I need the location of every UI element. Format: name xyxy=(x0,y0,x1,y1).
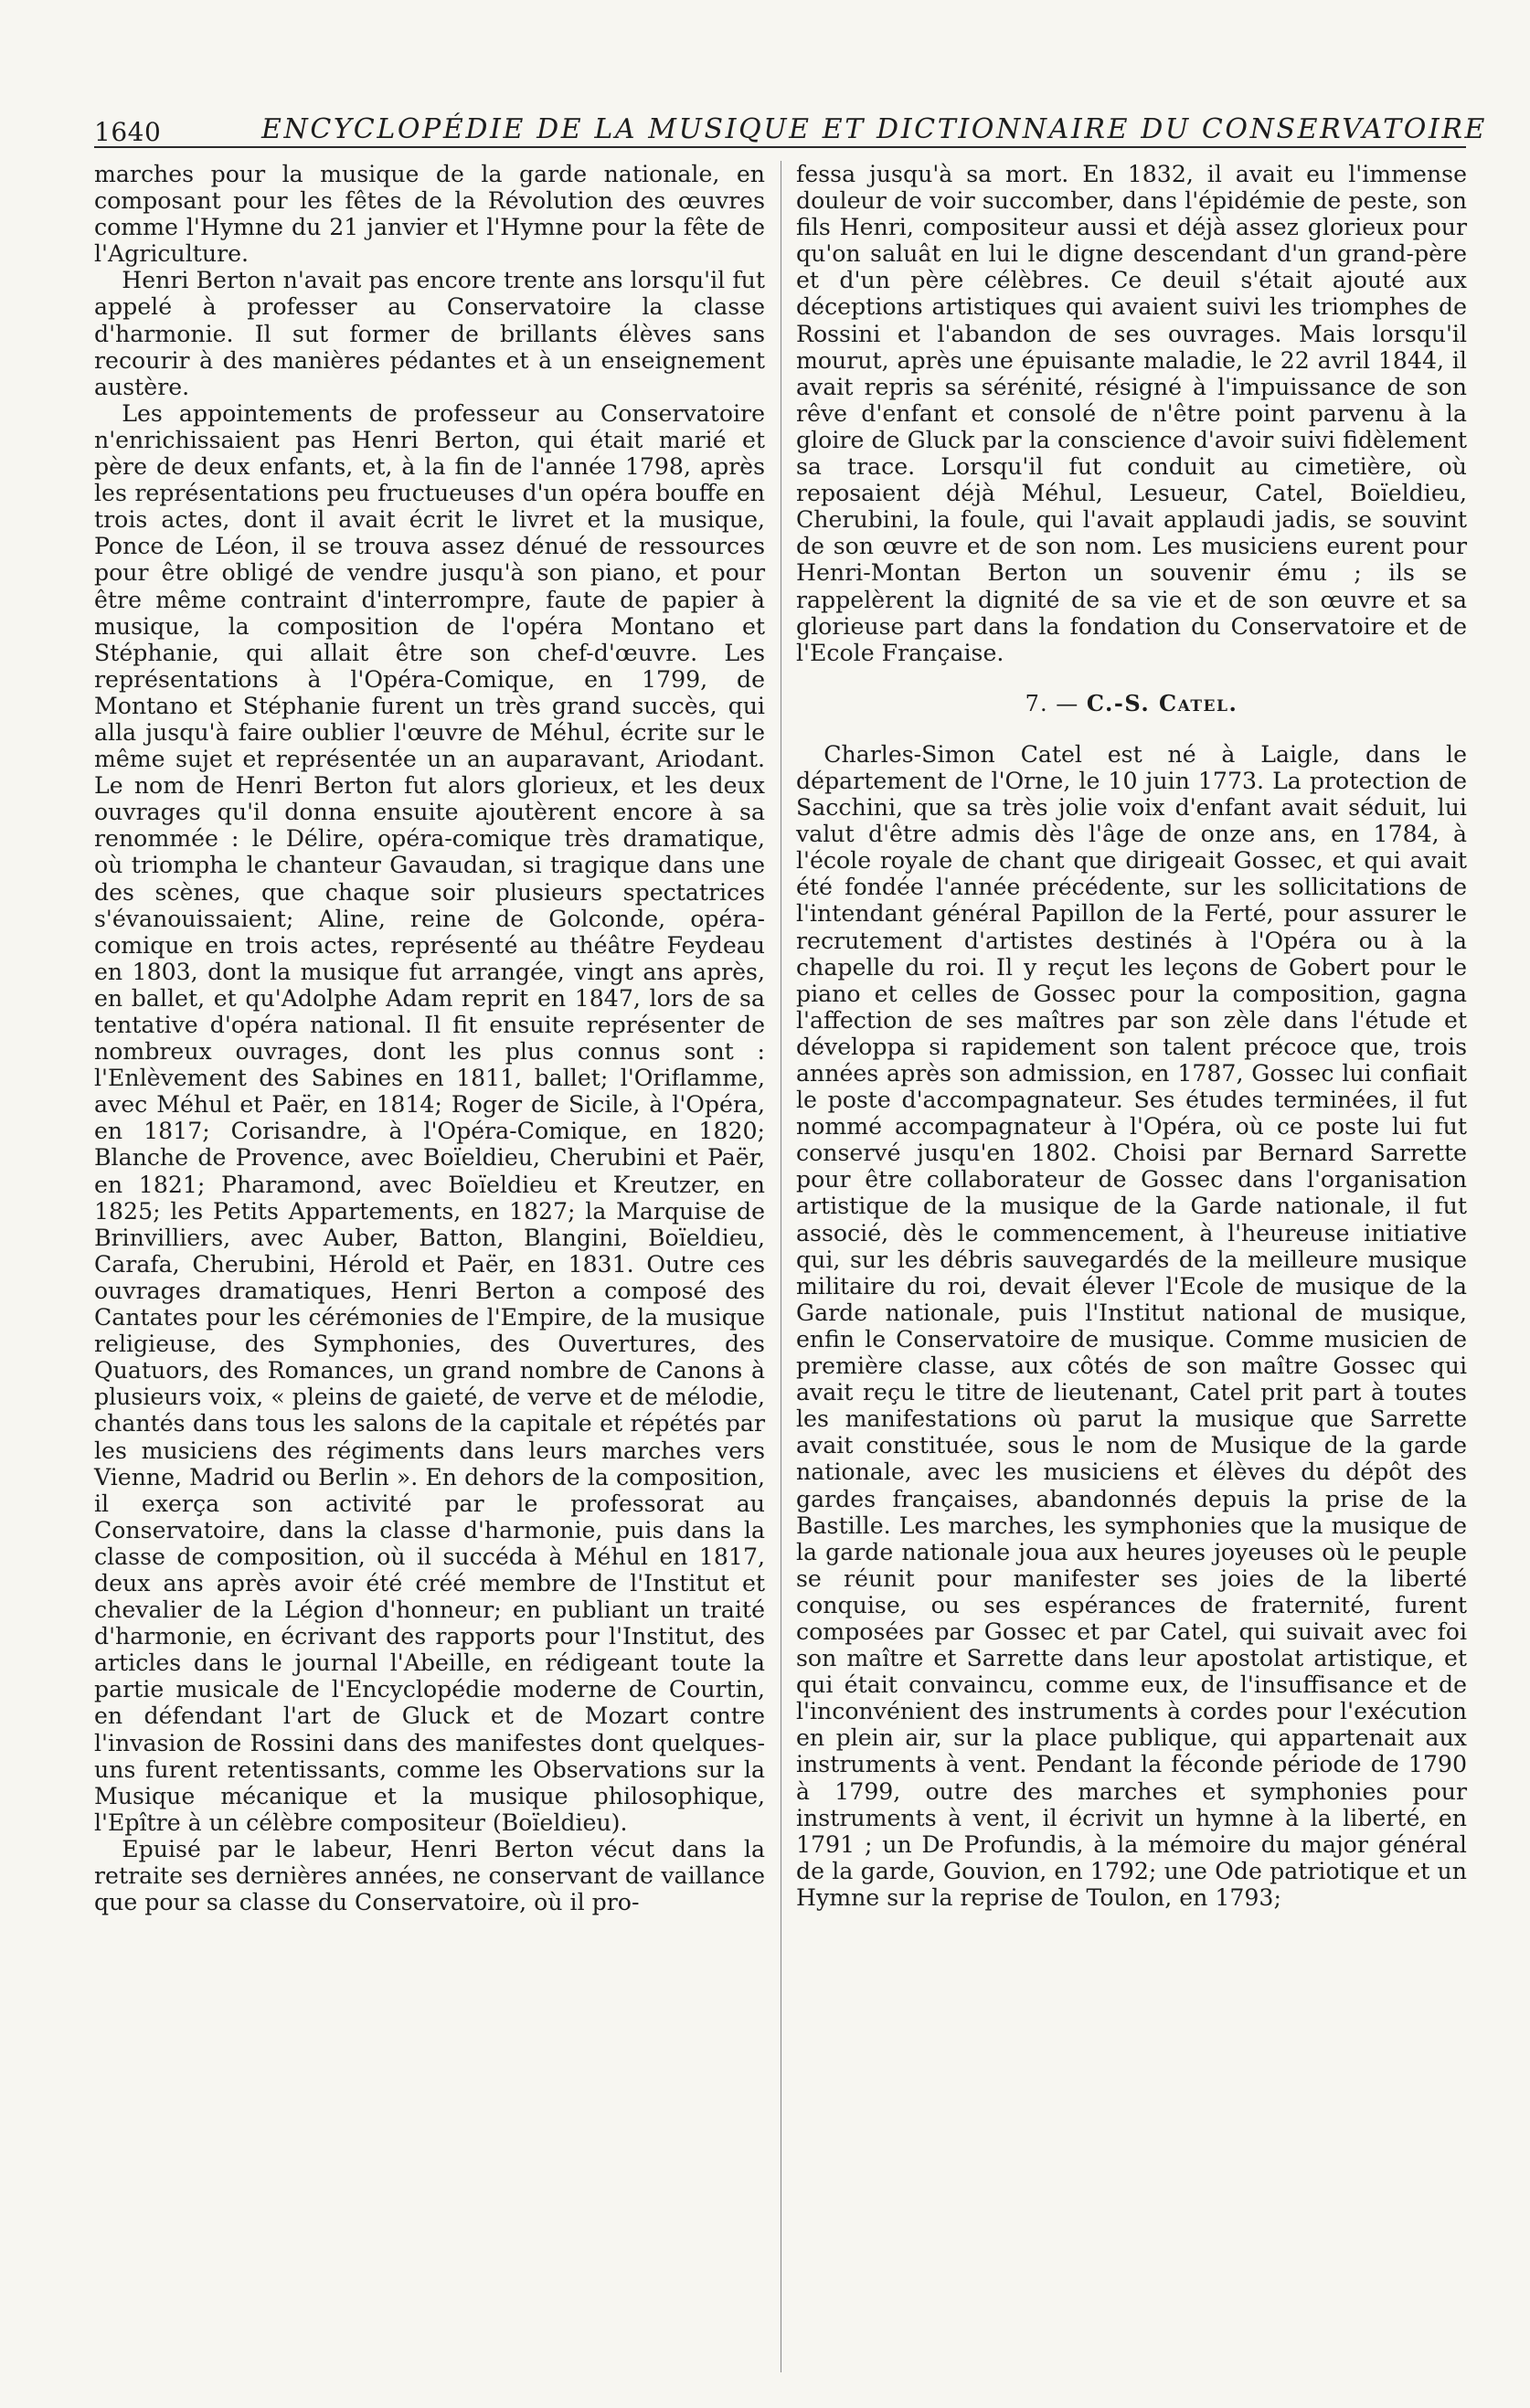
running-title: ENCYCLOPÉDIE DE LA MUSIQUE ET DICTIONNAIRE DU CONSERVATOIRE xyxy=(261,113,1488,145)
page-header xyxy=(94,113,1488,148)
paragraph: Epuisé par le labeur, Henri Berton vécut dans la retraite ses dernières années, ne conservant de vaillance que pour sa classe du Conservatoire, où il pro- xyxy=(94,1835,765,1916)
paragraph: Les appointements de professeur au Conservatoire n'enrichissaient pas Henri Berton, qui était marié et père de deux enfants, et, à la fin de l'année 1798, après les représentations peu fructueuses d'un opéra bouffe en trois actes, dont il avait écrit le livret et la musique, Ponce de Léon, il se trouva assez dénué de ressources pour être obligé de vendre jusqu'à son piano, et pour être même contraint d'interrompre, faute de papier à musique, la composition de l'opéra Montano et Stéphanie, qui allait être son chef-d'œuvre. Les représentations à l'Opéra-Comique, en 1799, de Montano et Stéphanie furent un très grand succès, qui alla jusqu'à faire oublier l'œuvre de Méhul, écrite sur le même sujet et représentée un an auparavant, Ariodant. Le nom de Henri Berton fut alors glorieux, et les deux ouvrages qu'il donna ensuite ajoutèrent encore à sa renommée : le Délire, opéra-comique très dramatique, où triompha le chanteur Gavaudan, si tragique dans une des scènes, que chaque soir plusieurs spectatrices s'évanouissaient; Aline, reine de Golconde, opéra-comique en trois actes, représenté au théâtre Feydeau en 1803, dont la musique fut arrangée, vingt ans après, en ballet, et qu'Adolphe Adam reprit en 1847, lors de sa tentative d'opéra national. Il fit ensuite représenter de nombreux ouvrages, dont les plus connus sont : l'Enlèvement des Sabines en 1811, ballet; l'Oriflamme, avec Méhul et Paër, en 1814; Roger de Sicile, à l'Opéra, en 1817; Corisandre, à l'Opéra-Comique, en 1820; Blanche de Provence, avec Boïeldieu, Cherubini et Paër, en 1821; Pharamond, avec Boïeldieu et Kreutzer, en 1825; les Petits Appartements, en 1827; la Marquise de Brinvilliers, avec Auber, Batton, Blangini, Boïeldieu, Carafa, Cherubini, Hérold et Paër, en 1831. Outre ces ouvrages dramatiques, Henri Berton a composé des Cantates pour les cérémonies de l'Empire, de la musique religieuse, des Symphonies, des Ouvertures, des Quatuors, des Romances, un grand nombre de Canons à plusieurs voix, « pleins de gaieté, de verve et de mélodie, chantés dans tous les salons de la capitale et répétés par les musiciens des régiments dans leurs marches vers Vienne, Madrid ou Berlin ». En dehors de la composition, il exerça son activité par le professorat au Conservatoire, dans la classe d'harmonie, puis dans la classe de composition, où il succéda à Méhul en 1817, deux ans après avoir été créé membre de l'Institut et chevalier de la Légion d'honneur; en publiant un traité d'harmonie, en écrivant des rapports pour l'Institut, des articles dans le journal l'Abeille, en rédigeant toute la partie musicale de l'Encyclopédie moderne de Courtin, en défendant l'art de Gluck et de Mozart contre l'invasion de Rossini dans des manifestes dont quelques-uns furent retentissants, comme les Observations sur la Musique mécanique et la musique philosophique, l'Epître à un célèbre compositeur (Boïeldieu). xyxy=(94,399,765,1836)
paragraph: marches pour la musique de la garde nationale, en composant pour les fêtes de la Révolution des œuvres comme l'Hymne du 21 janvier et l'Hymne pour la fête de l'Agriculture. xyxy=(94,161,765,268)
header-rule xyxy=(94,146,1466,148)
paragraph: fessa jusqu'à sa mort. En 1832, il avait eu l'immense douleur de voir succomber, dans l'épidémie de peste, son fils Henri, compositeur aussi et déjà assez glorieux pour qu'on saluât en lui le digne descendant d'un grand-père et d'un père célèbres. Ce deuil s'était ajouté aux déceptions artistiques qui avaient suivi les triomphes de Rossini et l'abandon de ses ouvrages. Mais lorsqu'il mourut, après une épuisante maladie, le 22 avril 1844, il avait repris sa sérénité, résigné à l'impuissance de son rêve d'enfant et consolé de n'être point parvenu à la gloire de Gluck par la conscience d'avoir suivi fidèlement sa trace. Lorsqu'il fut conduit au cimetière, où reposaient déjà Méhul, Lesueur, Catel, Boïeldieu, Cherubini, la foule, qui l'avait applaudi jadis, se souvint de son œuvre et de son nom. Les musiciens eurent pour Henri-Montan Berton un souvenir ému ; ils se rappelèrent la dignité de sa vie et de son œuvre et sa glorieuse part dans la fondation du Conservatoire et de l'Ecole Française. xyxy=(796,161,1467,666)
right-column xyxy=(796,161,1467,1911)
page-number: 1640 xyxy=(94,117,162,147)
section-heading xyxy=(796,690,1467,717)
text-columns xyxy=(94,161,1467,2372)
section-number: 7. — xyxy=(1025,690,1079,716)
left-column xyxy=(94,161,765,1915)
paragraph: Henri Berton n'avait pas encore trente ans lorsqu'il fut appelé à professer au Conservatoire la classe d'harmonie. Il sut former de brillants élèves sans recourir à des manières pédantes et à un enseignement austère. xyxy=(94,267,765,400)
paragraph: Charles-Simon Catel est né à Laigle, dans le département de l'Orne, le 10 juin 1773. La protection de Sacchini, que sa très jolie voix d'enfant avait séduit, lui valut d'être admis dès l'âge de onze ans, en 1784, à l'école royale de chant que dirigeait Gossec, et qui avait été fondée l'année précédente, sur les sollicitations de l'intendant général Papillon de la Ferté, pour assurer le recrutement d'artistes destinés à l'Opéra ou à la chapelle du roi. Il y reçut les leçons de Gobert pour le piano et celles de Gossec pour la composition, gagna l'affection de ses maîtres par son zèle dans l'étude et développa si rapidement son talent précoce que, trois années après son admission, en 1787, Gossec lui confiait le poste d'accompagnateur. Ses études terminées, il fut nommé accompagnateur à l'Opéra, où ce poste lui fut conservé jusqu'en 1802. Choisi par Bernard Sarrette pour être collaborateur de Gossec dans l'organisation artistique de la musique de la Garde nationale, il fut associé, dès le commencement, à l'heureuse initiative qui, sur les débris sauvegardés de la meilleure musique militaire du roi, devait élever l'Ecole de musique de la Garde nationale, puis l'Institut national de musique, enfin le Conservatoire de musique. Comme musicien de première classe, aux côtés de son maître Gossec qui avait reçu le titre de lieutenant, Catel prit part à toutes les manifestations où parut la musique que Sarrette avait constituée, sous le nom de Musique de la garde nationale, avec les musiciens et élèves du dépôt des gardes françaises, abandonnés depuis la prise de la Bastille. Les marches, les symphonies que la musique de la garde nationale joua aux heures joyeuses où le peuple se réunit pour manifester ses joies de la liberté conquise, ou ses espérances de fraternité, furent composées par Gossec et par Catel, qui suivait avec foi son maître et Sarrette dans leur apostolat artistique, et qui était convaincu, comme eux, de l'insuffisance et de l'inconvénient des instruments à cordes pour l'exécution en plein air, sur la place publique, qui appartenait aux instruments à vent. Pendant la féconde période de 1790 à 1799, outre des marches et symphonies pour instruments à vent, il écrivit un hymne à la liberté, en 1791 ; un De Profundis, à la mémoire du major général de la garde, Gouvion, en 1792; une Ode patriotique et un Hymne sur la reprise de Toulon, en 1793; xyxy=(796,740,1467,1911)
section-name: C.-S. Catel. xyxy=(1086,689,1238,716)
